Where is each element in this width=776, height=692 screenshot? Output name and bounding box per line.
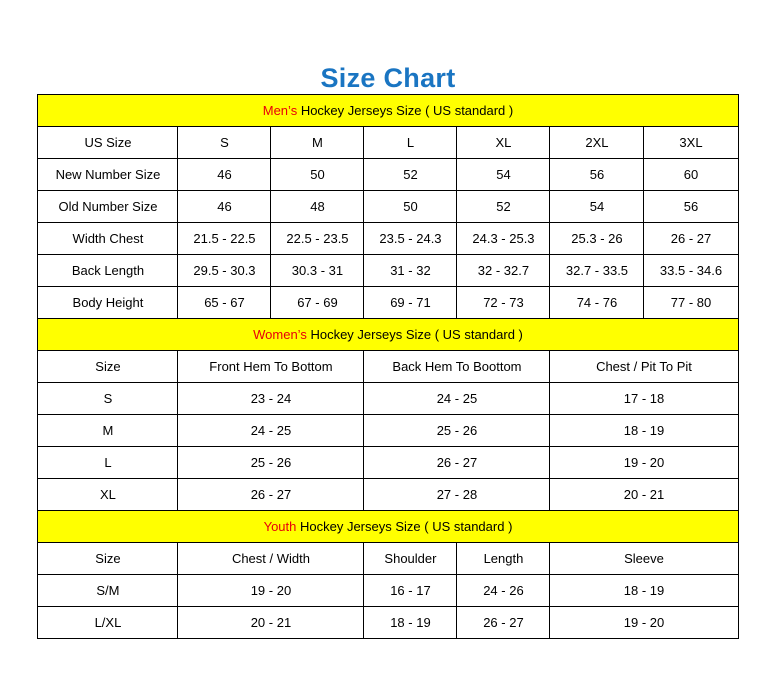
table-row [38,159,738,191]
mens-row1-label: Old Number Size [38,191,178,223]
mens-row3-c6: 33.5 - 34.6 [644,255,738,287]
table-row [38,607,738,639]
mens-row2-label: Width Chest [38,223,178,255]
womens-row0-c3: 17 - 18 [550,383,738,415]
mens-row1-c4: 52 [457,191,550,223]
youth-header-1: Chest / Width [178,543,364,575]
womens-header-1: Front Hem To Bottom [178,351,364,383]
womens-band-accent: Women’s [253,327,307,342]
womens-header-2: Back Hem To Boottom [364,351,550,383]
youth-row1-label: L/XL [38,607,178,639]
womens-row3-c3: 20 - 21 [550,479,738,511]
womens-band-rest: Hockey Jerseys Size ( US standard ) [306,327,523,342]
mens-row3-c3: 31 - 32 [364,255,457,287]
youth-row0-c2: 16 - 17 [364,575,457,607]
section-band-row [38,95,738,127]
mens-header-1: S [178,127,271,159]
table-row [38,575,738,607]
mens-row1-c3: 50 [364,191,457,223]
table-row [38,479,738,511]
youth-band-rest: Hockey Jerseys Size ( US standard ) [296,519,513,534]
youth-row1-c3: 26 - 27 [457,607,550,639]
table-row [38,383,738,415]
youth-header-3: Length [457,543,550,575]
mens-row3-c5: 32.7 - 33.5 [550,255,644,287]
mens-band [38,95,738,127]
womens-row1-c3: 18 - 19 [550,415,738,447]
mens-row2-c2: 22.5 - 23.5 [271,223,364,255]
section-band-row [38,511,738,543]
mens-row1-c2: 48 [271,191,364,223]
mens-row3-label: Back Length [38,255,178,287]
mens-row2-c3: 23.5 - 24.3 [364,223,457,255]
table-row [38,255,738,287]
youth-row1-c1: 20 - 21 [178,607,364,639]
mens-row4-c4: 72 - 73 [457,287,550,319]
mens-row4-c5: 74 - 76 [550,287,644,319]
table-row [38,447,738,479]
mens-row3-c1: 29.5 - 30.3 [178,255,271,287]
mens-band-accent: Men’s [262,103,298,118]
womens-row2-c1: 25 - 26 [178,447,364,479]
mens-row1-c6: 56 [644,191,738,223]
mens-header-0: US Size [38,127,178,159]
youth-band [38,511,738,543]
womens-row2-c2: 26 - 27 [364,447,550,479]
mens-row0-c2: 50 [271,159,364,191]
table-row [38,223,738,255]
table-row [38,351,738,383]
mens-row3-c2: 30.3 - 31 [271,255,364,287]
mens-row4-label: Body Height [38,287,178,319]
womens-row0-c2: 24 - 25 [364,383,550,415]
youth-header-4: Sleeve [550,543,738,575]
womens-row1-c1: 24 - 25 [178,415,364,447]
table-row [38,287,738,319]
mens-header-6: 3XL [644,127,738,159]
youth-header-2: Shoulder [364,543,457,575]
size-chart-table [37,94,738,639]
youth-row0-label: S/M [38,575,178,607]
mens-row3-c4: 32 - 32.7 [457,255,550,287]
mens-band-rest: Hockey Jerseys Size ( US standard ) [297,103,514,118]
table-row [38,543,738,575]
youth-row0-c3: 24 - 26 [457,575,550,607]
womens-row3-c2: 27 - 28 [364,479,550,511]
mens-row0-c5: 56 [550,159,644,191]
mens-header-3: L [364,127,457,159]
youth-band-accent: Youth [263,519,297,534]
section-band-row [38,319,738,351]
mens-row0-c4: 54 [457,159,550,191]
womens-row0-c1: 23 - 24 [178,383,364,415]
mens-row0-c3: 52 [364,159,457,191]
mens-header-2: M [271,127,364,159]
mens-row2-c5: 25.3 - 26 [550,223,644,255]
womens-row2-label: L [38,447,178,479]
youth-row1-c4: 19 - 20 [550,607,738,639]
mens-row4-c1: 65 - 67 [178,287,271,319]
womens-header-0: Size [38,351,178,383]
womens-row3-c1: 26 - 27 [178,479,364,511]
womens-row1-label: M [38,415,178,447]
womens-row2-c3: 19 - 20 [550,447,738,479]
womens-row1-c2: 25 - 26 [364,415,550,447]
mens-row1-c1: 46 [178,191,271,223]
youth-row1-c2: 18 - 19 [364,607,457,639]
youth-row0-c4: 18 - 19 [550,575,738,607]
womens-header-3: Chest / Pit To Pit [550,351,738,383]
mens-row0-label: New Number Size [38,159,178,191]
youth-header-0: Size [38,543,178,575]
table-row [38,127,738,159]
mens-row2-c1: 21.5 - 22.5 [178,223,271,255]
mens-row0-c6: 60 [644,159,738,191]
mens-row4-c2: 67 - 69 [271,287,364,319]
mens-row4-c3: 69 - 71 [364,287,457,319]
mens-row0-c1: 46 [178,159,271,191]
youth-row0-c1: 19 - 20 [178,575,364,607]
mens-row4-c6: 77 - 80 [644,287,738,319]
mens-row1-c5: 54 [550,191,644,223]
womens-row0-label: S [38,383,178,415]
page-title: Size Chart [320,63,456,93]
table-row [38,415,738,447]
table-row [38,191,738,223]
mens-row2-c4: 24.3 - 25.3 [457,223,550,255]
mens-row2-c6: 26 - 27 [644,223,738,255]
womens-row3-label: XL [38,479,178,511]
mens-header-4: XL [457,127,550,159]
womens-band [38,319,738,351]
mens-header-5: 2XL [550,127,644,159]
